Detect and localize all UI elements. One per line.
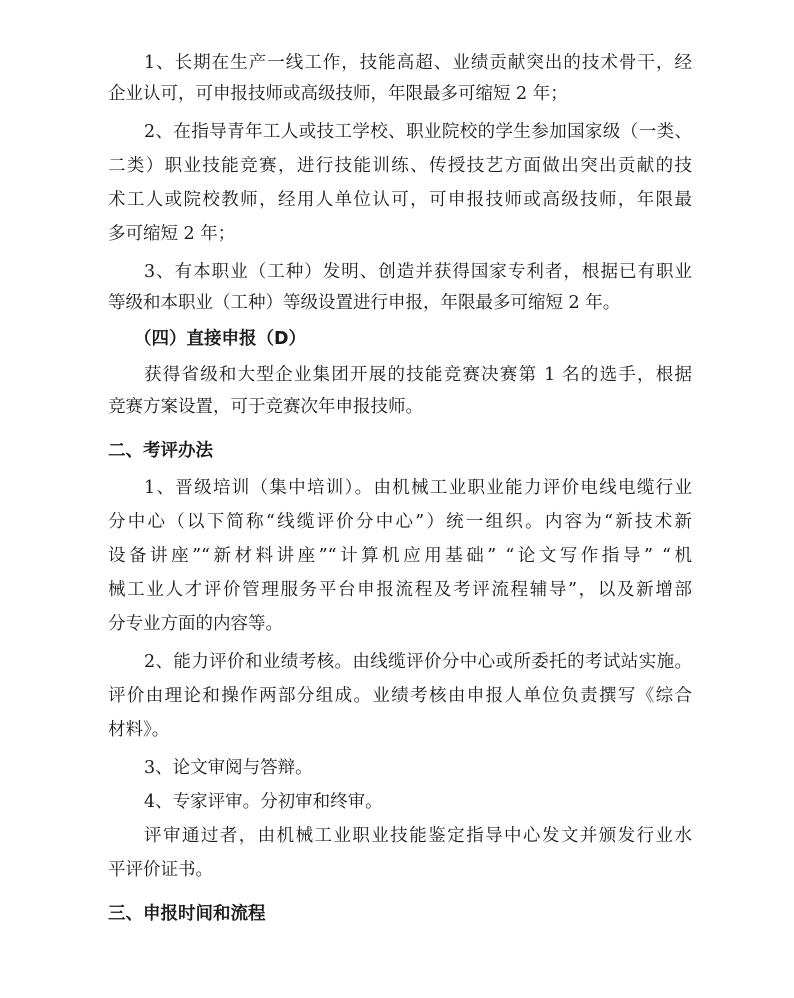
s2-item-3: 3、论文审阅与答辩。 xyxy=(144,758,313,778)
item-1-line-1: 1、长期在生产一线工作，技能高超、业绩贡献突出的技术骨干，经 xyxy=(144,53,692,73)
s2-item-1-line-1: 1、晋级培训（集中培训）。由机械工业职业能力评价电线电缆行业 xyxy=(144,478,692,498)
direct-line-1: 获得省级和大型企业集团开展的技能竞赛决赛第 1 名的选手，根据 xyxy=(144,365,692,385)
section-2-title: 二、考评办法 xyxy=(108,441,213,461)
item-2-line-3: 术工人或院校教师，经用人单位认可，可申报技师或高级技师，年限最 xyxy=(108,190,692,210)
section-3-title: 三、申报时间和流程 xyxy=(108,904,266,924)
direct-line-2: 竞赛方案设置，可于竞赛次年申报技师。 xyxy=(108,397,423,417)
s2-item-2-line-2: 评价由理论和操作两部分组成。业绩考核由申报人单位负责撰写《综合 xyxy=(108,686,692,706)
item-2-line-4: 多可缩短 2 年； xyxy=(108,224,236,244)
item-1-line-2: 企业认可，可申报技师或高级技师，年限最多可缩短 2 年； xyxy=(108,84,568,104)
s2-item-2-line-3: 材料》。 xyxy=(108,720,170,740)
s2-closing-line-1: 评审通过者，由机械工业职业技能鉴定指导中心发文并颁发行业水 xyxy=(144,826,692,846)
item-3-line-2: 等级和本职业（工种）等级设置进行申报，年限最多可缩短 2 年。 xyxy=(108,293,621,313)
s2-item-2-line-1: 2、能力评价和业绩考核。由线缆评价分中心或所委托的考试站实施。 xyxy=(144,652,692,672)
s2-item-4: 4、专家评审。分初审和终审。 xyxy=(144,792,383,812)
item-2-line-1: 2、在指导青年工人或技工学校、职业院校的学生参加国家级（一类、 xyxy=(144,122,692,142)
s2-item-1-line-4: 械工业人才评价管理服务平台申报流程及考评流程辅导”，以及新增部 xyxy=(108,580,692,600)
s2-item-1-line-5: 分专业方面的内容等。 xyxy=(108,614,283,634)
subheading-direct-application: （四）直接申报（D） xyxy=(134,329,307,349)
s2-closing-line-2: 平评价证书。 xyxy=(108,860,213,880)
s2-item-1-line-2: 分中心（以下简称“线缆评价分中心”）统一组织。内容为“新技术新 xyxy=(108,512,692,532)
s2-item-1-line-3: 设备讲座”“新材料讲座”“计算机应用基础” “论文写作指导” “机 xyxy=(108,546,692,566)
item-3-line-1: 3、有本职业（工种）发明、创造并获得国家专利者，根据已有职业 xyxy=(144,262,692,282)
item-2-line-2: 二类）职业技能竞赛，进行技能训练、传授技艺方面做出突出贡献的技 xyxy=(108,156,692,176)
